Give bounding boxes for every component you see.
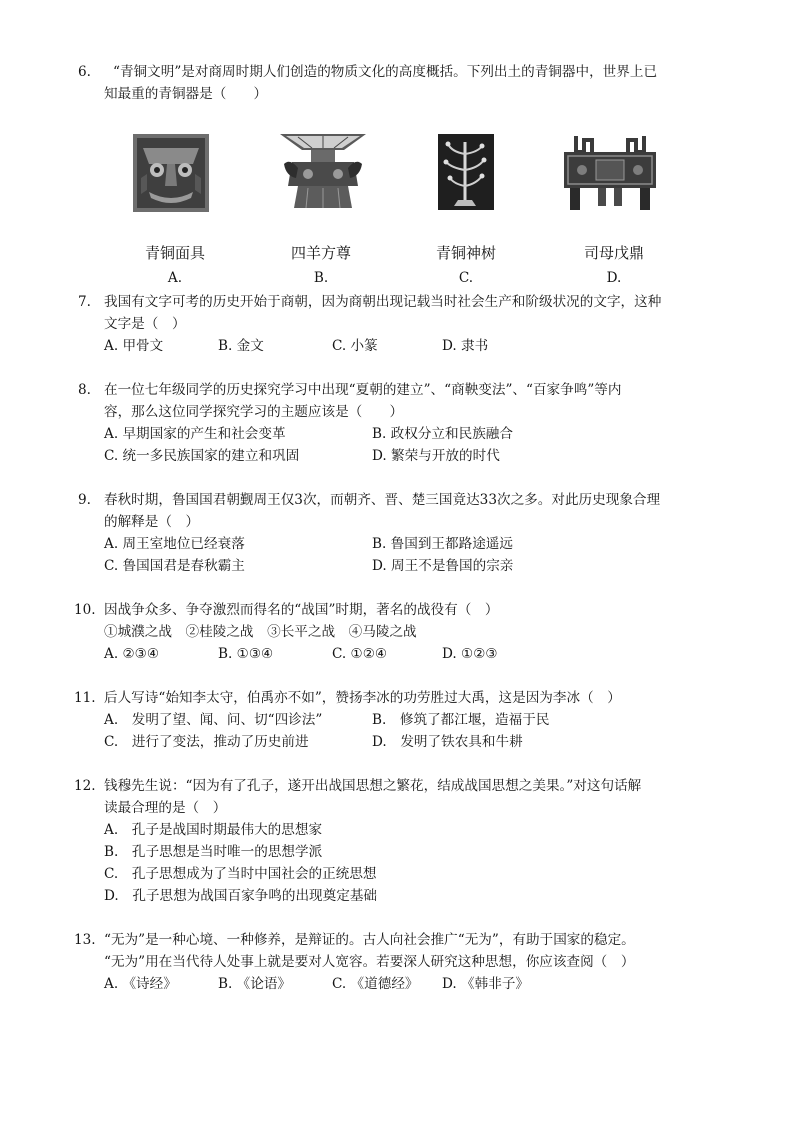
question-13-option-d[interactable]: D. 《韩非子》	[442, 976, 530, 992]
question-8-option-c[interactable]: C. 统一多民族国家的建立和巩固	[104, 448, 300, 464]
question-12-option-a[interactable]: A. 孔子是战国时期最伟大的思想家	[104, 822, 323, 838]
question-7-option-c[interactable]: C. 小篆	[332, 338, 378, 354]
question-9-option-a[interactable]: A. 周王室地位已经衰落	[104, 536, 245, 552]
question-10-option-c[interactable]: C. ①②④	[332, 646, 388, 662]
bronze-mask-icon	[133, 134, 209, 212]
question-7-option-d[interactable]: D. 隶书	[442, 338, 489, 354]
question-11-stem-line1: 后人写诗“始知李太守，伯禹亦不如”，赞扬李冰的功劳胜过大禹，这是因为李冰（ ）	[104, 690, 621, 706]
question-11-option-d[interactable]: D. 发明了铁农具和牛耕	[372, 734, 523, 750]
question-9-option-d[interactable]: D. 周王不是鲁国的宗亲	[372, 558, 514, 574]
question-12-stem-line2: 读最合理的是（ ）	[104, 800, 227, 816]
question-6-stem-line2: 知最重的青铜器是（ ）	[104, 86, 268, 102]
question-13-stem-line1: “无为”是一种心境、一种修养，是辩证的。古人向社会推广“无为”，有助于国家的稳定。	[104, 932, 635, 948]
question-9-option-b[interactable]: B. 鲁国到王都路途遥远	[372, 536, 513, 552]
question-8-option-d[interactable]: D. 繁荣与开放的时代	[372, 448, 500, 464]
question-10-stem-line1: 因战争众多、争夺激烈而得名的“战国”时期，著名的战役有（ ）	[104, 602, 499, 618]
option-a-letter: A.	[167, 270, 183, 286]
question-6-stem-line1: “青铜文明”是对商周时期人们创造的物质文化的高度概括。下列出土的青铜器中，世界上已	[113, 64, 658, 80]
question-6-number: 6.	[78, 64, 91, 80]
question-10-option-d[interactable]: D. ①②③	[442, 646, 498, 662]
question-12-option-b[interactable]: B. 孔子思想是当时唯一的思想学派	[104, 844, 323, 860]
question-9-stem-line2: 的解释是（ ）	[104, 514, 200, 530]
question-7-stem-line1: 我国有文字可考的历史开始于商朝，因为商朝出现记载当时社会生产和阶级状况的文字，这种	[104, 294, 662, 310]
option-d-letter: D.	[606, 270, 622, 286]
question-13-option-c[interactable]: C. 《道德经》	[332, 976, 419, 992]
simuwu-ding-icon	[558, 132, 662, 212]
question-13-number: 13.	[74, 932, 96, 948]
option-d-caption: 司母戊鼎	[583, 244, 644, 262]
option-b-letter: B.	[313, 270, 329, 286]
question-8-stem-line2: 容，那么这位同学探究学习的主题应该是（ ）	[104, 404, 404, 420]
bronze-sacred-tree-icon	[438, 134, 494, 210]
question-8-option-a[interactable]: A. 早期国家的产生和社会变革	[104, 426, 286, 442]
question-13-stem-line2: “无为”用在当代待人处事上就是要对人宽容。若要深人研究这种思想，你应该查阅（ ）	[104, 954, 635, 970]
question-7-option-a[interactable]: A. 甲骨文	[104, 338, 164, 354]
option-b-caption: 四羊方尊	[290, 244, 351, 262]
question-12-option-d[interactable]: D. 孔子思想为战国百家争鸣的出现奠定基础	[104, 888, 378, 904]
question-10-number: 10.	[74, 602, 96, 618]
question-8-number: 8.	[78, 382, 91, 398]
option-c-letter: C.	[458, 270, 474, 286]
question-7-stem-line2: 文字是（ ）	[104, 316, 186, 332]
question-12-stem-line1: 钱穆先生说：“因为有了孔子，遂开出战国思想之繁花，结成战国思想之美果。”对这句话解	[104, 778, 642, 794]
question-12-number: 12.	[74, 778, 96, 794]
option-c-caption: 青铜神树	[435, 244, 496, 262]
option-a-caption: 青铜面具	[144, 244, 205, 262]
question-9-number: 9.	[78, 492, 91, 508]
question-11-option-a[interactable]: A. 发明了望、闻、问、切“四诊法”	[104, 712, 323, 728]
question-12-option-c[interactable]: C. 孔子思想成为了当时中国社会的正统思想	[104, 866, 377, 882]
question-11-option-c[interactable]: C. 进行了变法，推动了历史前进	[104, 734, 309, 750]
question-11-number: 11.	[74, 690, 96, 706]
question-13-option-a[interactable]: A. 《诗经》	[104, 976, 177, 992]
question-8-option-b[interactable]: B. 政权分立和民族融合	[372, 426, 513, 442]
question-9-stem-line1: 春秋时期，鲁国国君朝觐周王仅3次，而朝齐、晋、楚三国竟达33次之多。对此历史现象合理	[104, 492, 661, 508]
question-7-number: 7.	[78, 294, 91, 310]
question-8-stem-line1: 在一位七年级同学的历史探究学习中出现“夏朝的建立”、“商鞅变法”、“百家争鸣”等内	[104, 382, 622, 398]
question-11-option-b[interactable]: B. 修筑了都江堰，造福于民	[372, 712, 550, 728]
question-7-option-b[interactable]: B. 金文	[218, 338, 264, 354]
question-10-option-a[interactable]: A. ②③④	[104, 646, 160, 662]
four-ram-zun-icon	[278, 128, 368, 212]
question-9-option-c[interactable]: C. 鲁国国君是春秋霸主	[104, 558, 245, 574]
question-13-option-b[interactable]: B. 《论语》	[218, 976, 292, 992]
question-10-stem-line2: ①城濮之战 ②桂陵之战 ③长平之战 ④马陵之战	[104, 624, 417, 640]
question-10-option-b[interactable]: B. ①③④	[218, 646, 274, 662]
